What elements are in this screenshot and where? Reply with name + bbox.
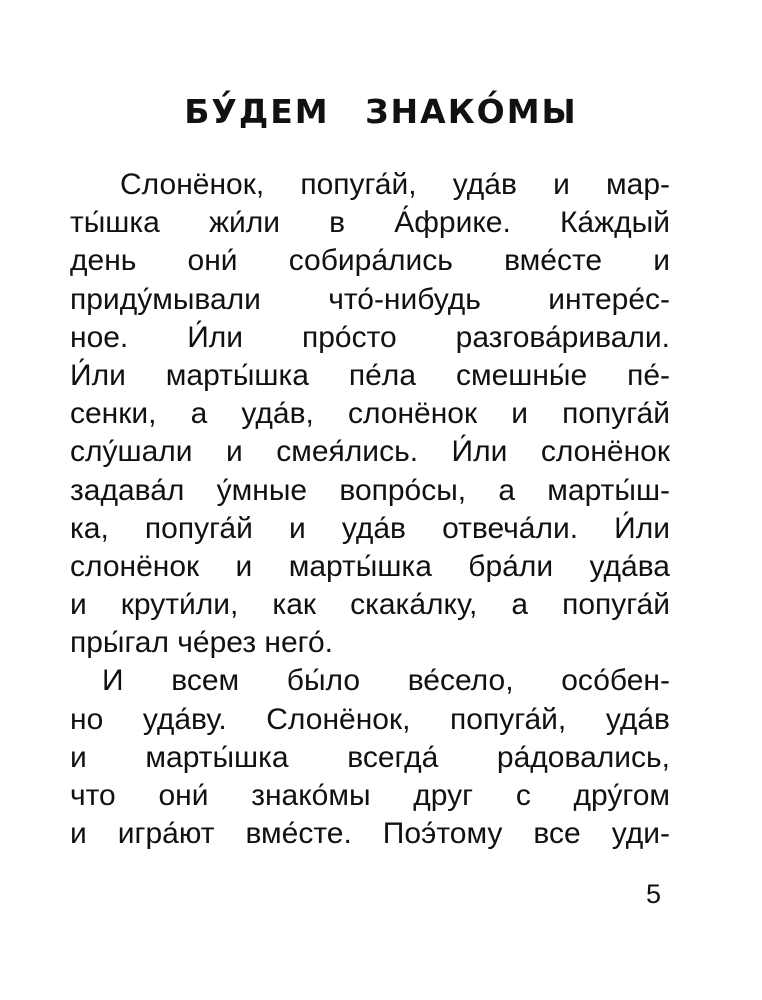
page-number: 5 [646,879,662,909]
text-line: Слонёнок, попуга́й, уда́в и мар- [120,168,670,201]
text-line: и марты́шка всегда́ ра́довались, [70,740,670,774]
text-line: задава́л у́мные вопро́сы, а марты́ш- [70,473,670,507]
text-line: ное. И́ли про́сто разгова́ривали. [70,320,670,354]
text-line: И всем бы́ло ве́село, осо́бен- [102,664,670,698]
text-line: и крути́ли, как скака́лку, а попуга́й [70,588,670,622]
text-line: приду́мывали что́-нибудь интере́с- [70,282,670,316]
text-line: пры́гал че́рез него́. [70,626,333,660]
text-line: слу́шали и смея́лись. И́ли слонёнок [70,435,670,469]
story-text [70,166,670,853]
text-line: ты́шка жи́ли в А́фрике. Ка́ждый [70,206,670,240]
text-line: И́ли марты́шка пе́ла смешны́е пе́- [70,358,670,392]
text-line: что они́ знако́мы друг с дру́гом [70,779,670,812]
text-line: сенки, а уда́в, слонёнок и попуга́й [70,397,670,431]
text-line: но уда́ву. Слонёнок, попуга́й, уда́в [70,702,670,736]
chapter-title: БУ́ДЕМ ЗНАКО́МЫ [184,92,578,131]
text-line: ка, попуга́й и уда́в отвеча́ли. И́ли [70,511,670,545]
text-line: и игра́ют вме́сте. Поэ́тому все уди- [70,817,670,851]
text-line: день они́ собира́лись вме́сте и [70,244,670,278]
text-line: слонёнок и марты́шка бра́ли уда́ва [70,549,670,583]
